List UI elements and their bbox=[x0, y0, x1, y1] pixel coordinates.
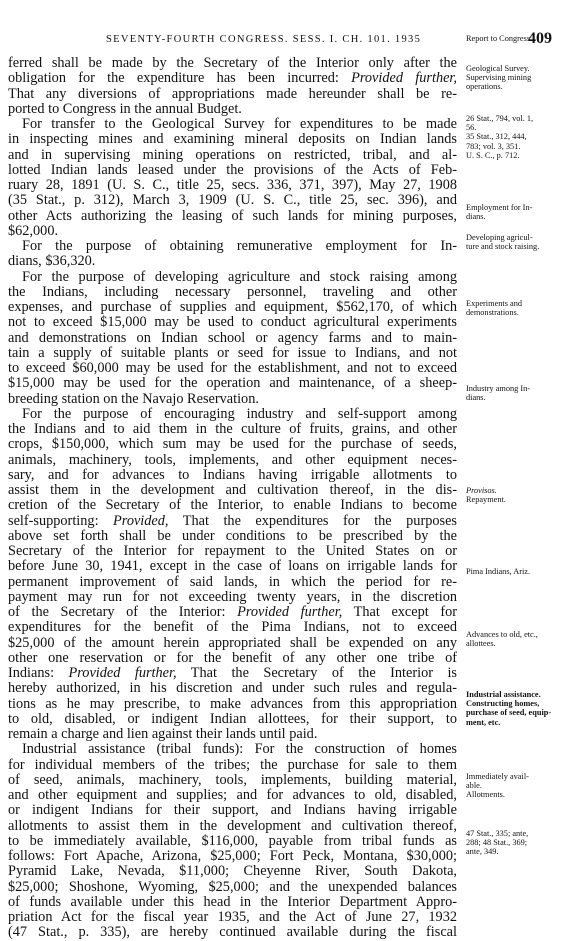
text-line bbox=[8, 193, 457, 208]
line-text: Pyramid Lake, Nevada, $11,000; Cheyenne River, South Dakota, bbox=[8, 864, 457, 880]
line-text: $15,000 may be used for the operation and maintenance, of a sheep- bbox=[8, 376, 457, 392]
margin-note bbox=[466, 567, 570, 576]
text-line bbox=[8, 224, 457, 239]
margin-note-line: Geological Survey. bbox=[466, 64, 530, 73]
line-text: allotments to assist them in the development and cultivation thereof, bbox=[8, 818, 457, 834]
line-text: For transfer to the Geological Survey for expenditures to be made bbox=[22, 117, 457, 132]
margin-note-line: Repayment. bbox=[466, 495, 506, 505]
margin-note-line: 35 Stat., 312, 444, bbox=[466, 132, 527, 142]
line-text: tions as he may prescribe, to make advances from this appropriation bbox=[8, 696, 457, 712]
margin-note-line: 56. bbox=[466, 123, 477, 133]
margin-note-line: Immediately avail- bbox=[466, 772, 529, 781]
margin-note bbox=[466, 829, 570, 857]
line-text: above set forth shall be under conditions to be prescribed by the bbox=[8, 528, 457, 544]
margin-note bbox=[466, 384, 570, 402]
text-line bbox=[8, 590, 457, 605]
text-line bbox=[8, 498, 457, 513]
text-line bbox=[8, 361, 457, 376]
text-line bbox=[8, 651, 457, 666]
text-line bbox=[8, 529, 457, 544]
text-line bbox=[8, 453, 457, 468]
text-line bbox=[8, 163, 457, 178]
margin-note bbox=[466, 299, 570, 317]
line-text: expenditures for the benefit of the Pima Indians, not to exceed bbox=[8, 620, 457, 636]
line-text: of funds available under this head in the Interior Department Appro- bbox=[8, 894, 457, 910]
line-text: (35 Stat., p. 312), March 3, 1909 (U. S. C., title 25, sec. 396), and bbox=[8, 193, 457, 209]
text-line bbox=[8, 392, 457, 407]
text-line bbox=[8, 803, 457, 818]
text-line bbox=[8, 254, 457, 269]
text-line bbox=[8, 849, 457, 864]
line-text: (47 Stat., p. 335), are hereby continued available during the fiscal bbox=[8, 925, 457, 941]
line-text: of the Secretary of the Interior: bbox=[8, 605, 238, 620]
text-line bbox=[8, 925, 457, 940]
margin-note-line: Supervising mining bbox=[466, 73, 532, 83]
margin-note-line: Employment for In- bbox=[466, 203, 533, 212]
margin-note bbox=[466, 772, 570, 800]
proviso-italic: Provided further, bbox=[237, 605, 343, 620]
text-line bbox=[8, 864, 457, 879]
line-text: or indigent Indians for their support, and Indians having irrigable bbox=[8, 803, 457, 819]
margin-note bbox=[466, 114, 570, 160]
line-text: cretion of the Secretary of the Interior, to enable Indians to become bbox=[8, 498, 457, 514]
text-line bbox=[8, 331, 457, 346]
line-text: breeding station on the Navajo Reservation. bbox=[8, 391, 259, 407]
line-text: and in supervising mining operations on restricted, tribal, and al- bbox=[8, 147, 457, 163]
line-text: expenses, and purchase of supplies and equipment, $562,170, of which bbox=[8, 300, 457, 315]
margin-note bbox=[466, 64, 570, 92]
line-text: $25,000; Shoshone, Wyoming, $25,000; and the unexpended balances bbox=[8, 879, 457, 895]
line-text: That any diversions of appropriations made hereunder shall be re- bbox=[8, 86, 457, 102]
text-line bbox=[8, 346, 457, 361]
line-text: Secretary of the Interior for repayment to the United States on or bbox=[8, 544, 457, 559]
line-text: obligation for the expenditure has been incurred: bbox=[8, 71, 352, 87]
margin-note-line: U. S. C., p. 712. bbox=[466, 150, 520, 160]
text-line bbox=[8, 712, 457, 727]
text-line bbox=[8, 376, 457, 391]
margin-note-line: operations. bbox=[466, 82, 503, 92]
margin-note-line: Constructing homes, bbox=[466, 699, 540, 709]
text-line bbox=[8, 681, 457, 696]
line-text: Industrial assistance (tribal funds): For the construction of homes bbox=[22, 742, 457, 758]
text-line bbox=[8, 71, 457, 86]
line-text: $62,000. bbox=[8, 223, 59, 239]
line-text: For the purpose of encouraging industry and self-support among bbox=[22, 406, 457, 422]
text-line bbox=[8, 559, 457, 574]
line-text: priation Act for the fiscal year 1935, and the Act of June 27, 1932 bbox=[8, 910, 457, 925]
text-line bbox=[8, 315, 457, 330]
margin-note-line: dians. bbox=[466, 393, 486, 403]
line-text: permanent improvement of said lands, in which the period for re- bbox=[8, 574, 457, 590]
text-line bbox=[8, 727, 457, 742]
line-text: animals, machinery, tools, implements, and other equipment neces- bbox=[8, 452, 457, 468]
line-text: self-supporting: bbox=[8, 513, 114, 529]
line-text: to exceed $60,000 may be used for the establishment, and not to exceed bbox=[8, 361, 457, 376]
line-text: For the purpose of obtaining remunerative employment for In- bbox=[22, 239, 457, 254]
text-line bbox=[8, 834, 457, 849]
margin-note-line: 26 Stat., 794, vol. 1, bbox=[466, 114, 534, 123]
line-text: for individual members of the tribes; the purchase for sale to them bbox=[8, 757, 457, 773]
line-text: ferred shall be made by the Secretary of the Interior only after the bbox=[8, 56, 457, 71]
text-line bbox=[8, 895, 457, 910]
text-line bbox=[8, 544, 457, 559]
text-line bbox=[8, 666, 457, 681]
line-text: other Acts authorizing the leasing of such lands for mining purposes, bbox=[8, 208, 457, 224]
margin-note-line: purchase of seed, equip- bbox=[466, 708, 552, 718]
line-text: and other equipment and supplies; and for advances to old, disabled, bbox=[8, 788, 457, 803]
text-line bbox=[8, 209, 457, 224]
proviso-italic: Provided, bbox=[113, 513, 169, 529]
proviso-italic: Provided further, bbox=[68, 666, 177, 681]
text-line bbox=[8, 880, 457, 895]
margin-note-line: 783; vol. 3, 351. bbox=[466, 141, 521, 151]
text-line bbox=[8, 102, 457, 117]
text-line bbox=[8, 422, 457, 437]
line-text: assist them in the development and cultivation thereof, in the dis- bbox=[8, 483, 457, 498]
text-line bbox=[8, 117, 457, 132]
line-text: in inspecting mines and examining mineral deposits on Indian lands bbox=[8, 132, 457, 148]
text-line bbox=[8, 514, 457, 529]
body-text bbox=[8, 56, 457, 941]
line-text: of seed, animals, machinery, tools, implements, building material, bbox=[8, 772, 457, 788]
text-line bbox=[8, 285, 457, 300]
line-text: sary, and for advances to Indians having irrigable allotments to bbox=[8, 467, 457, 483]
text-line bbox=[8, 239, 457, 254]
margin-note-line: 47 Stat., 335; ante, bbox=[466, 829, 529, 838]
margin-note-line: allottees. bbox=[466, 639, 496, 649]
line-text: Indians: bbox=[8, 666, 69, 681]
line-text: tain a supply of suitable plants or seed for issue to Indians, and not bbox=[8, 345, 457, 361]
margin-note-line: Allotments. bbox=[466, 790, 505, 800]
margin-note-line: Developing agricul- bbox=[466, 233, 533, 242]
text-line bbox=[8, 773, 457, 788]
line-text: lotted Indian lands leased under the provisions of the Acts of Feb- bbox=[8, 162, 457, 178]
margin-note-line: dians. bbox=[466, 212, 486, 222]
text-line bbox=[8, 148, 457, 163]
text-line bbox=[8, 300, 457, 315]
margin-note-line: Report to Congress. bbox=[466, 34, 533, 43]
text-line bbox=[8, 910, 457, 925]
line-text: payment may run for not exceeding twenty years, in the discretion bbox=[8, 589, 457, 605]
margin-note bbox=[466, 233, 570, 251]
margin-note-line: Pima Indians, Ariz. bbox=[466, 567, 531, 576]
margin-note bbox=[466, 486, 570, 504]
margin-note-line: Experiments and bbox=[466, 299, 522, 308]
line-text-after: That the expenditures for the purposes bbox=[168, 513, 457, 529]
line-text: the Indians, including necessary personnel, traveling and other bbox=[8, 284, 457, 300]
line-text: crops, $150,000, which sum may be used for the purchase of seeds, bbox=[8, 437, 457, 453]
line-text: dians, $36,320. bbox=[8, 254, 96, 270]
margin-note-line: able. bbox=[466, 781, 482, 791]
margin-note-line: Advances to old, etc., bbox=[466, 630, 538, 639]
line-text: remain a charge and lien against their lands until paid. bbox=[8, 727, 318, 742]
margin-note-line: ante, 349. bbox=[466, 847, 499, 857]
text-line bbox=[8, 620, 457, 635]
margin-note-line: ture and stock raising. bbox=[466, 242, 540, 252]
margin-note bbox=[466, 203, 570, 221]
margin-note bbox=[466, 690, 570, 727]
line-text: follows: Fort Apache, Arizona, $25,000; Fort Peck, Montana, $30,000; bbox=[8, 849, 457, 864]
text-line bbox=[8, 758, 457, 773]
text-line bbox=[8, 270, 457, 285]
line-text-after: That except for bbox=[342, 605, 457, 620]
text-line bbox=[8, 468, 457, 483]
text-line bbox=[8, 819, 457, 834]
text-line bbox=[8, 132, 457, 147]
line-text: ruary 28, 1891 (U. S. C., title 25, secs. 336, 371, 397), May 27, 1908 bbox=[8, 178, 457, 193]
text-line bbox=[8, 575, 457, 590]
margin-note-line: 288; 48 Stat., 369; bbox=[466, 838, 528, 848]
margin-note-line: ment, etc. bbox=[466, 717, 501, 727]
line-text: not to exceed $15,000 may be used to conduct agricultural experiments bbox=[8, 315, 457, 331]
margin-note bbox=[466, 34, 570, 43]
text-line bbox=[8, 605, 457, 620]
text-line bbox=[8, 407, 457, 422]
line-text: to be immediately available, $116,000, payable from tribal funds as bbox=[8, 833, 457, 849]
line-text: other one reservation or for the benefit of any other one tribe of bbox=[8, 650, 457, 666]
line-text: before June 30, 1941, except in the case of loans on irrigable lands for bbox=[8, 559, 457, 575]
line-text: For the purpose of developing agriculture and stock raising among bbox=[22, 269, 457, 285]
text-line bbox=[8, 178, 457, 193]
line-text: hereby authorized, in his discretion and under such rules and regula- bbox=[8, 681, 457, 697]
line-text: ported to Congress in the annual Budget. bbox=[8, 101, 242, 117]
margin-note bbox=[466, 630, 570, 648]
text-line bbox=[8, 788, 457, 803]
text-line bbox=[8, 697, 457, 712]
margin-note-line: demonstrations. bbox=[466, 308, 519, 318]
running-head: SEVENTY-FOURTH CONGRESS. SESS. I. CH. 101. 1935 bbox=[106, 34, 422, 45]
text-line bbox=[8, 56, 457, 71]
margin-note-line: Provisos. bbox=[466, 486, 497, 495]
proviso-italic: Provided further, bbox=[351, 71, 457, 87]
line-text: and demonstrations on Indian school or agency farms and to main- bbox=[8, 330, 457, 346]
line-text: $25,000 of the amount herein appropriated shall be expended on any bbox=[8, 635, 457, 651]
text-line bbox=[8, 87, 457, 102]
text-line bbox=[8, 636, 457, 651]
line-text-after: That the Secretary of the Interior is bbox=[176, 666, 457, 681]
line-text: the Indians and to aid them in the culture of fruits, grains, and other bbox=[8, 422, 457, 437]
text-line bbox=[8, 483, 457, 498]
text-line bbox=[8, 437, 457, 452]
text-line bbox=[8, 742, 457, 757]
line-text: to old, disabled, or indigent Indian allottees, for their support, to bbox=[8, 711, 457, 727]
margin-note-line: Industrial assistance. bbox=[466, 690, 541, 699]
page-number: 409 bbox=[528, 30, 552, 47]
margin-note-line: Industry among In- bbox=[466, 384, 531, 393]
